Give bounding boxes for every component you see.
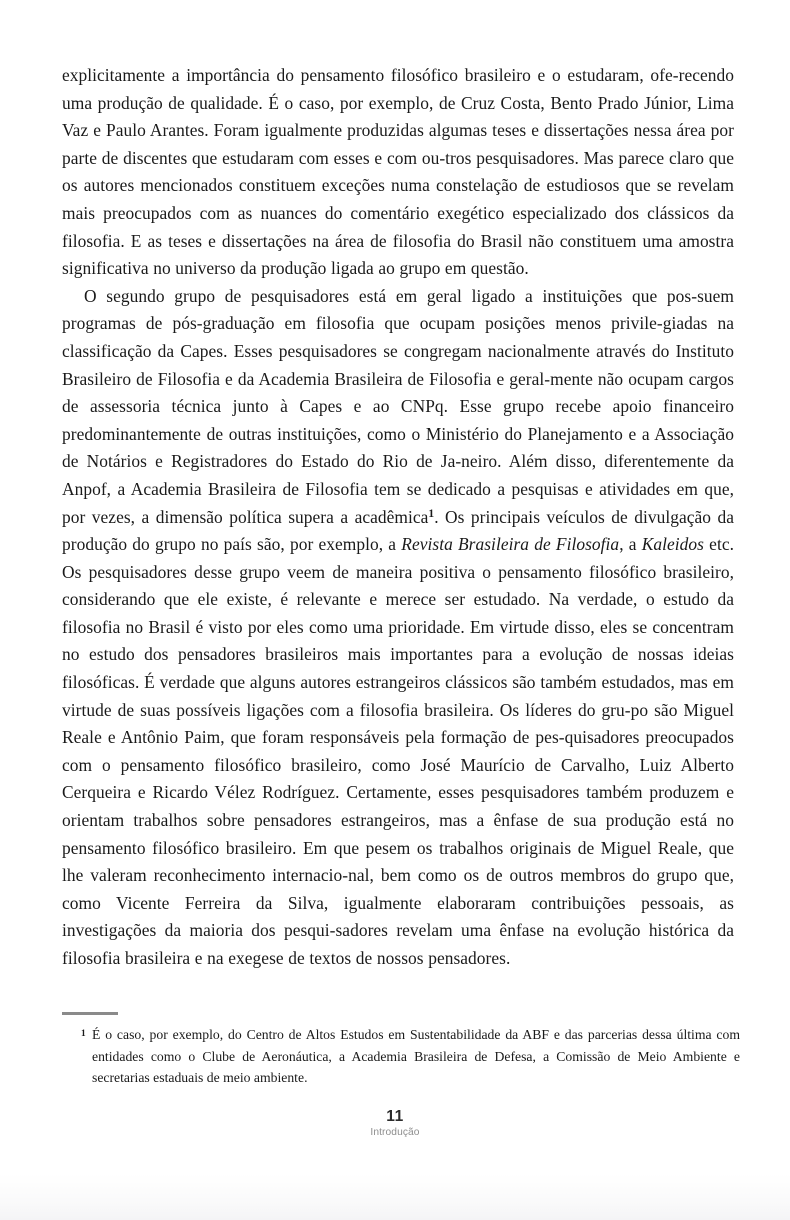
page-footer [0, 1108, 790, 1140]
italic-title: Kaleidos [641, 534, 704, 555]
page-text-block [62, 62, 734, 973]
text-run: etc. Os pesquisadores desse grupo veem de maneira positiva o pensamento filosófico brasileiro, considerando que ele existe, é relevante e merece ser estudado. Na verdade, o estudo da filosofia no Brasil é visto por eles como uma prioridade. Em virtude disso, eles se concentram no estudo dos pensadores brasileiros mais importantes para a evolução de nossas ideias filosóficas. É verdade que alguns autores estrangeiros clássicos são também estudados, mas em virtude de suas possíveis ligações com a filosofia brasileira. Os líderes do gru-po são Miguel Reale e Antônio Paim, que foram responsáveis pela formação de pes-quisadores preocupados com o pensamento filosófico brasileiro, como José Maurício de Carvalho, Luiz Alberto Cerqueira e Ricardo Vélez Rodríguez. Certamente, esses pesquisadores também produzem e orientam trabalhos sobre pensadores estrangeiros, mas a ênfase de sua produção está no pensamento filosófico brasileiro. Em que pesem os trabalhos originais de Miguel Reale, que lhe valeram reconhecimento internacio-nal, bem como os de outros membros do grupo que, como Vicente Ferreira da Silva, igualmente elaboraram contribuições pessoais, as investigações da maioria dos pesqui-sadores revelam uma ênfase na evolução histórica da filosofia brasileira e na exegese de textos de nossos pensadores. [62, 534, 734, 968]
running-head: Introdução [370, 1127, 420, 1138]
footnote-area [62, 1012, 740, 1089]
footnote-text: É o caso, por exemplo, do Centro de Altos Estudos em Sustentabilidade da ABF e das parcerias dessa última com entidades como o Clube de Aeronáutica, a Academia Brasileira de Defesa, a Comissão de Meio Ambiente e secretarias estaduais de meio ambiente. [92, 1027, 740, 1085]
text-run: , a [619, 534, 642, 555]
footnote-item [62, 1024, 740, 1089]
page-bottom-edge [0, 1174, 790, 1220]
text-run: explicitamente a importância do pensamento filosófico brasileiro e o estudaram, ofe-recendo uma produção de qualidade. É o caso, por exemplo, de Cruz Costa, Bento Prado Júnior, Lima Vaz e Paulo Arantes. Foram igualmente produzidas algumas teses e dissertações nessa área por parte de discentes que estudaram com esses e com ou-tros pesquisadores. Mas parece claro que os autores mencionados constituem exceções numa constelação de estudiosos que se revelam mais preocupados com as nuances do comentário exegético especializado dos clássicos da filosofia. E as teses e dissertações na área de filosofia do Brasil não constituem uma amostra significativa no universo da produção ligada ao grupo em questão. [62, 65, 734, 279]
italic-title: Revista Brasileira de Filosofia [401, 534, 620, 555]
footnote-reference[interactable]: 1 [428, 507, 435, 520]
body-paragraph-2 [62, 283, 734, 973]
text-run: . Os principais veículos de divulgação da produção do grupo no país são, por exemplo, a [62, 506, 734, 555]
footnote-marker: 1 [81, 1029, 86, 1039]
text-run: O segundo grupo de pesquisadores está em geral ligado a instituições que pos-suem programas de pós-graduação em filosofia que ocupam posições menos privile-giadas na classificação da Capes. Esses pesquisadores se congregam nacionalmente através do Instituto Brasileiro de Filosofia e da Academia Brasileira de Filosofia e geral-mente não ocupam cargos de assessoria técnica junto à Capes e ao CNPq. Esse grupo recebe apoio financeiro predominantemente de outras instituições, como o Ministério do Planejamento e a Associação de Notários e Registradores do Estado do Rio de Ja-neiro. Além disso, diferentemente da Anpof, a Academia Brasileira de Filosofia tem se dedicado a pesquisas e atividades em que, por vezes, a dimensão política supera a acadêmica [62, 285, 734, 527]
page-number: 11 [386, 1108, 404, 1125]
body-paragraph-1 [62, 62, 734, 283]
footnote-separator-rule [62, 1012, 118, 1015]
